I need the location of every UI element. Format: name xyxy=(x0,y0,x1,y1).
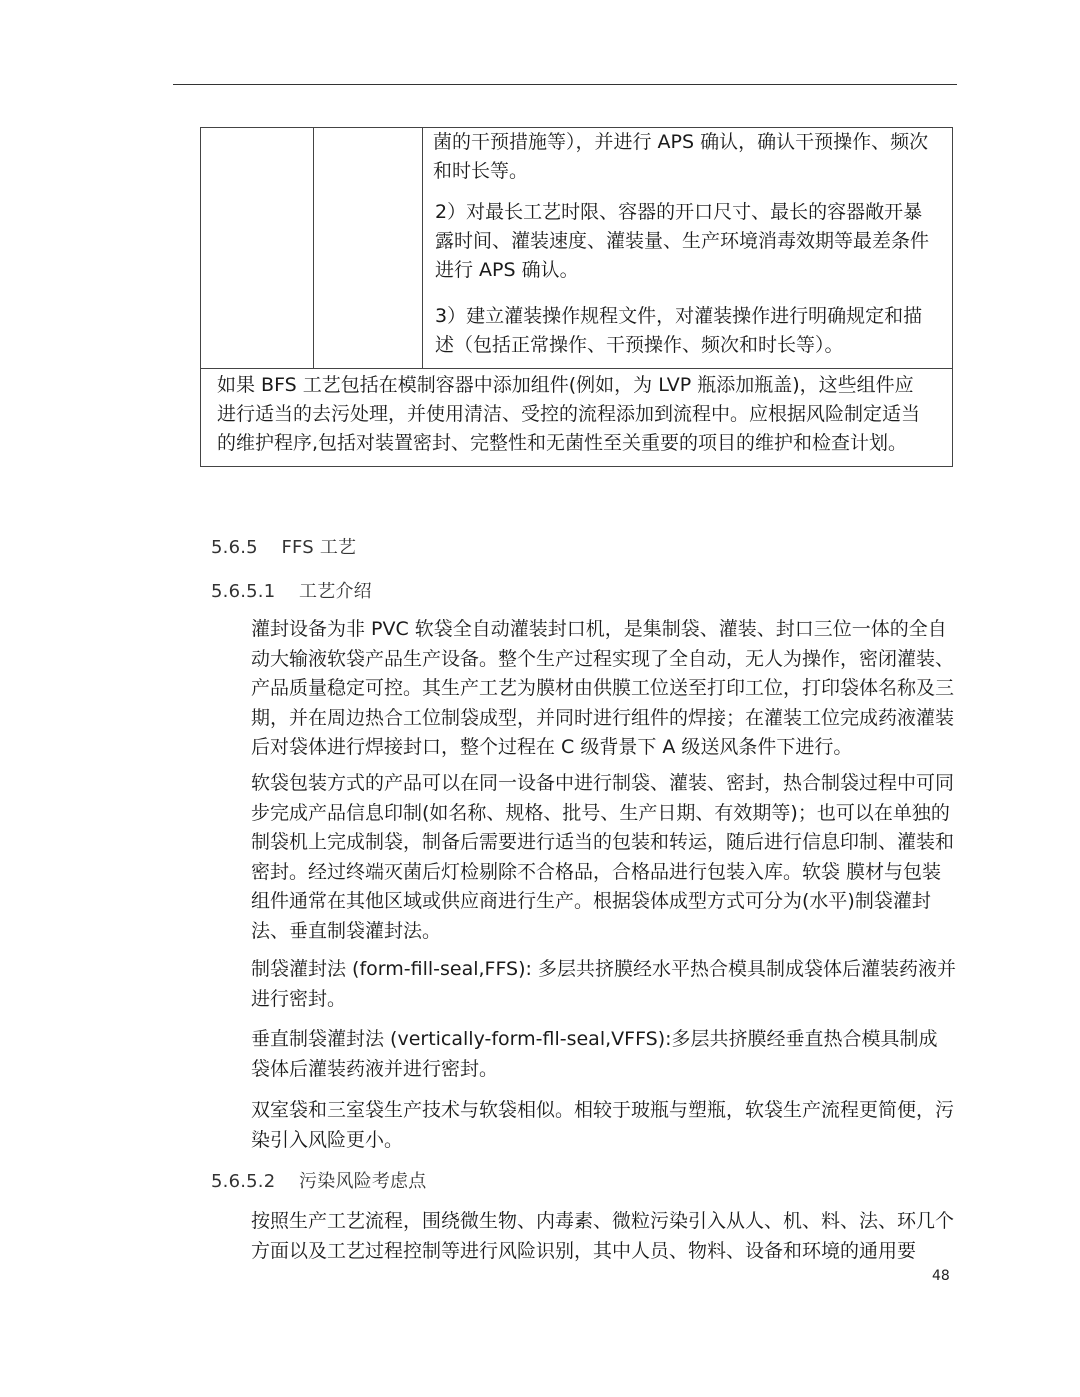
measure-item-3: 3）建立灌装操作规程文件，对灌装操作进行明确规定和描述（包括正常操作、干预操作、频次和时长等）。 xyxy=(435,305,923,356)
section-heading-5-6-5-1: 5.6.5.1 工艺介绍 xyxy=(211,581,372,602)
measure-item-1: 菌的干预措施等），并进行 APS 确认，确认干预操作、频次和时长等。 xyxy=(433,131,929,182)
table-row xyxy=(201,128,953,369)
paragraph-vffs-definition: 垂直制袋灌封法 (vertically-form-fll-seal,VFFS):多层共挤膜经垂直热合模具制成袋体后灌装药液并进行密封。 xyxy=(251,1028,938,1080)
table-cell-empty-1 xyxy=(201,128,314,369)
table-cell-measures xyxy=(423,128,953,369)
paragraph-process-intro: 灌封设备为非 PVC 软袋全自动灌装封口机，是集制袋、灌装、封口三位一体的全自动大输液软袋产品生产设备。整个生产过程实现了全自动，无人为操作，密闭灌装、产品质量稳定可控。其生产工艺为膜材由供膜工位送至打印工位，打印袋体名称及三期，并在周边热合工位制袋成型，并同时进行组件的焊接；在灌装工位完成药液灌装后对袋体进行焊接封口，整个过程在 C 级背景下 A 级送风条件下进行。 xyxy=(251,618,955,758)
table-row xyxy=(201,369,953,467)
section-heading-5-6-5-2: 5.6.5.2 污染风险考虑点 xyxy=(211,1171,427,1192)
page-number: 48 xyxy=(932,1268,950,1284)
bfs-note-text: 如果 BFS 工艺包括在模制容器中添加组件(例如，为 LVP 瓶添加瓶盖)，这些组件应进行适当的去污处理，并使用清洁、受控的流程添加到流程中。应根据风险制定适当的维护程序,包括对装置密封、完整性和无菌性至关重要的项目的维护和检查计划。 xyxy=(217,374,921,454)
section-heading-5-6-5: 5.6.5 FFS 工艺 xyxy=(211,537,357,558)
table-cell-empty-2 xyxy=(314,128,423,369)
paragraph-multi-chamber: 双室袋和三室袋生产技术与软袋相似。相较于玻瓶与塑瓶，软袋生产流程更简便，污染引入风险更小。 xyxy=(251,1099,955,1151)
paragraph-soft-bag: 软袋包装方式的产品可以在同一设备中进行制袋、灌装、密封，热合制袋过程中可同步完成产品信息印制(如名称、规格、批号、生产日期、有效期等)；也可以在单独的制袋机上完成制袋，制备后需要进行适当的包装和转运，随后进行信息印制、灌装和密封。经过终端灭菌后灯检剔除不合格品，合格品进行包装入库。软袋 膜材与包装组件通常在其他区域或供应商进行生产。根据袋体成型方式可分为(水平)制袋灌封法、垂直制袋灌封法。 xyxy=(251,772,955,942)
measure-item-2: 2）对最长工艺时限、容器的开口尺寸、最长的容器敞开暴露时间、灌装速度、灌装量、生产环境消毒效期等最差条件进行 APS 确认。 xyxy=(435,201,930,281)
table-cell-bfs-note xyxy=(201,369,953,467)
paragraph-risk-identification: 按照生产工艺流程，围绕微生物、内毒素、微粒污染引入从人、机、料、法、环几个方面以及工艺过程控制等进行风险识别，其中人员、物料、设备和环境的通用要 xyxy=(251,1210,955,1262)
header-rule xyxy=(173,84,957,85)
continued-table xyxy=(200,127,953,467)
paragraph-ffs-definition: 制袋灌封法 (form-fill-seal,FFS): 多层共挤膜经水平热合模具制成袋体后灌装药液并进行密封。 xyxy=(251,958,956,1010)
